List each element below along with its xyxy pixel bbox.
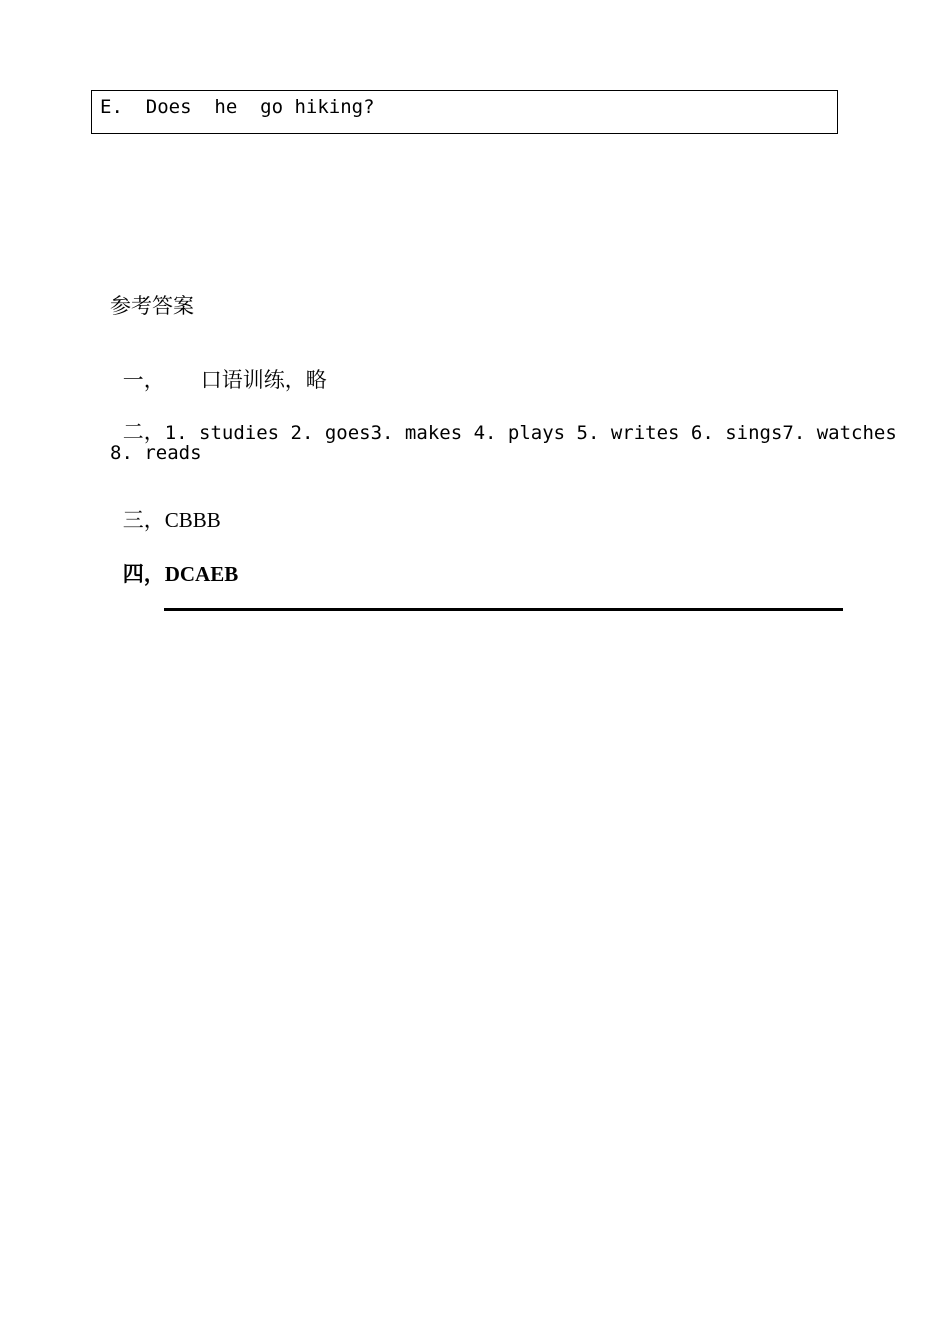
option-e-text: E. Does he go hiking? — [100, 96, 375, 118]
part4-label: 四， — [122, 562, 165, 586]
part3-text: CBBB — [164, 508, 221, 532]
answer-part4 — [110, 534, 238, 588]
part1-label: 一， — [122, 368, 165, 392]
part1-text: 口语训练，略 — [200, 368, 327, 392]
horizontal-rule — [164, 608, 843, 611]
answer-key-heading: 参考答案 — [110, 294, 194, 318]
part2-label: 二， — [122, 420, 165, 444]
part2-line2: 8. reads — [110, 442, 202, 464]
part2-line1: 1. studies 2. goes3. makes 4. plays 5. writes 6. sings7. watches — [164, 422, 897, 444]
answer-part3 — [110, 480, 221, 534]
answer-part2 — [110, 392, 897, 446]
answer-part1 — [110, 340, 327, 394]
part3-label: 三， — [122, 508, 165, 532]
part4-text: DCAEB — [164, 562, 239, 586]
option-box — [91, 90, 838, 134]
